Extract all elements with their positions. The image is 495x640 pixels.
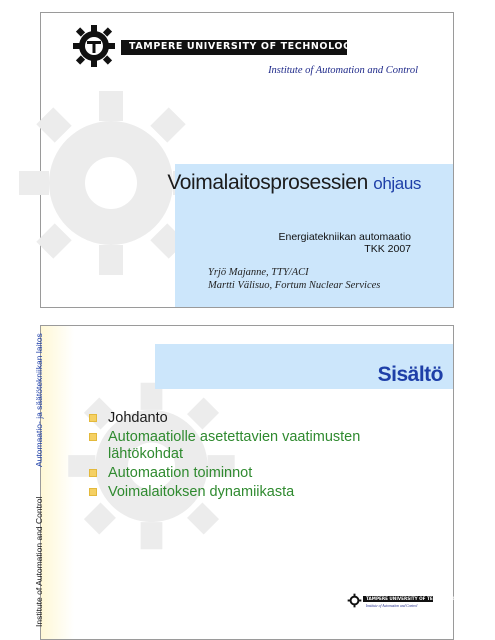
mini-logo-text: TAMPERE UNIVERSITY OF TECHNOLOGY	[366, 596, 459, 601]
mini-institute: Institute of Automation and Control	[366, 604, 418, 608]
bullet-text: Automaatiolle asetettavien vaatimusten lähtökohdat	[108, 429, 361, 462]
list-item	[89, 484, 388, 501]
course-line-1: Energiatekniikan automaatio	[278, 231, 411, 243]
bullet-text: Automaation toiminnot	[108, 465, 253, 481]
logo-text: TAMPERE UNIVERSITY OF TECHNOLOGY	[129, 41, 359, 52]
title-main: Voimalaitosprosessien	[167, 171, 368, 194]
institute-name: Institute of Automation and Control	[268, 65, 418, 76]
author-2: Martti Välisuo, Fortum Nuclear Services	[208, 280, 381, 291]
bullet-text: Voimalaitoksen dynamiikasta	[108, 484, 295, 500]
list-item	[89, 465, 388, 482]
slide-title: Sisältö	[377, 363, 443, 386]
bullet-text: Johdanto	[108, 410, 168, 426]
course-info	[278, 231, 411, 255]
square-bullet-icon	[89, 433, 97, 441]
contents-slide	[34, 325, 459, 640]
footer-logo	[341, 585, 459, 625]
authors	[208, 266, 380, 292]
tut-gear-emblem-icon	[71, 23, 117, 69]
square-bullet-icon	[89, 469, 97, 477]
square-bullet-icon	[89, 488, 97, 496]
slide-title	[167, 171, 421, 195]
title-slide	[40, 12, 454, 308]
author-1: Yrjö Majanne, TTY/ACI	[208, 267, 309, 278]
side-label-english: Institute of Automation and Control	[34, 496, 44, 627]
course-line-2: TKK 2007	[364, 243, 411, 255]
side-label-finnish: Automaatio- ja säätötekniikan laitos	[34, 333, 44, 467]
title-sub: ohjaus	[373, 174, 421, 193]
square-bullet-icon	[89, 414, 97, 422]
tut-gear-emblem-icon	[347, 593, 362, 608]
list-item	[89, 410, 388, 427]
bullet-list	[89, 410, 388, 503]
list-item	[89, 429, 388, 463]
